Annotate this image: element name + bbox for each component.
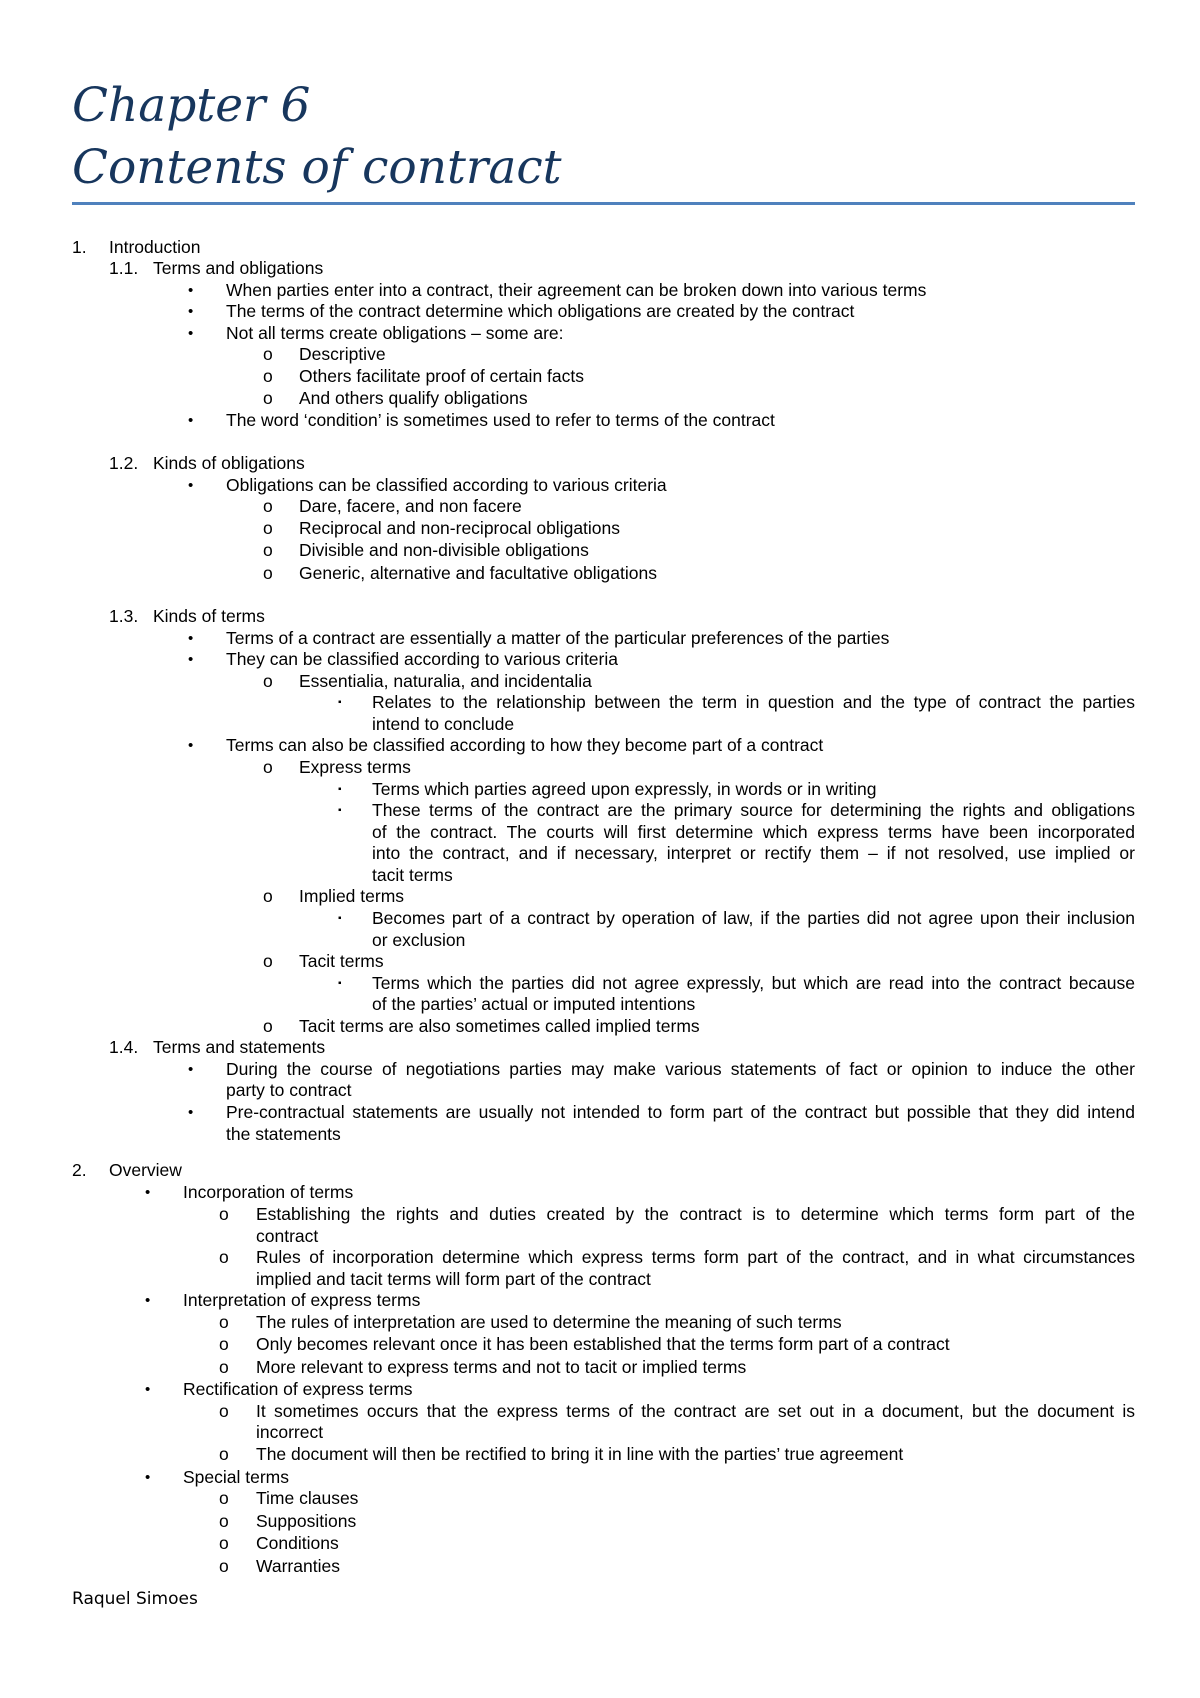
list-item: Tacit terms <box>299 951 384 971</box>
list-item-line: the statements <box>226 1124 341 1144</box>
circle-marker: o <box>219 1312 229 1332</box>
square-marker: ▪ <box>338 697 342 708</box>
list-item: Divisible and non-divisible obligations <box>299 540 589 560</box>
square-marker: ▪ <box>338 805 342 816</box>
bullet-marker: • <box>188 630 194 647</box>
circle-marker: o <box>263 496 273 516</box>
bullet-marker: • <box>188 282 194 299</box>
bullet-marker: • <box>145 1184 151 1201</box>
list-item: The document will then be rectified to bring it in line with the parties’ true agreement <box>256 1444 904 1464</box>
list-item-line: These terms of the contract are the primary source for determining the rights and obligations <box>372 800 1135 820</box>
list-item: The word ‘condition’ is sometimes used to refer to terms of the contract <box>226 410 775 430</box>
list-item: Obligations can be classified according to various criteria <box>226 475 667 495</box>
list-item: Rectification of express terms <box>183 1379 413 1399</box>
bullet-marker: • <box>188 477 194 494</box>
circle-marker: o <box>219 1556 229 1576</box>
bullet-marker: • <box>145 1381 151 1398</box>
list-item: Only becomes relevant once it has been established that the terms form part of a contract <box>256 1334 950 1354</box>
circle-marker: o <box>219 1204 229 1224</box>
circle-marker: o <box>263 518 273 538</box>
circle-marker: o <box>219 1401 229 1421</box>
bullet-marker: • <box>188 412 194 429</box>
bullet-marker: • <box>188 1104 194 1121</box>
list-item: Terms which parties agreed upon expressly, in words or in writing <box>372 779 877 799</box>
list-item: Interpretation of express terms <box>183 1290 421 1310</box>
list-item: Implied terms <box>299 886 405 906</box>
subsection-heading: Kinds of obligations <box>153 453 305 473</box>
section-number: 1. <box>72 237 87 257</box>
circle-marker: o <box>219 1357 229 1377</box>
bullet-marker: • <box>188 303 194 320</box>
chapter-subtitle: Contents of contract <box>72 140 562 195</box>
list-item: Special terms <box>183 1467 290 1487</box>
list-item: Time clauses <box>256 1488 359 1508</box>
circle-marker: o <box>219 1533 229 1553</box>
list-item-line: Pre-contractual statements are usually not intended to form part of the contract but possible that they did intend <box>226 1102 1135 1122</box>
circle-marker: o <box>263 1016 273 1036</box>
list-item: Express terms <box>299 757 411 777</box>
list-item-line: party to contract <box>226 1080 352 1100</box>
list-item: Terms can also be classified according to how they become part of a contract <box>226 735 824 755</box>
list-item: Conditions <box>256 1533 339 1553</box>
list-item-line: Rules of incorporation determine which express terms form part of the contract, and in what circumstances <box>256 1247 1135 1267</box>
bullet-marker: • <box>188 325 194 342</box>
list-item-line: contract <box>256 1226 319 1246</box>
list-item-line: Terms which the parties did not agree expressly, but which are read into the contract because <box>372 973 1135 993</box>
list-item-line: or exclusion <box>372 930 466 950</box>
list-item: Incorporation of terms <box>183 1182 354 1202</box>
list-item: When parties enter into a contract, their agreement can be broken down into various terms <box>226 280 927 300</box>
bullet-marker: • <box>145 1292 151 1309</box>
list-item: And others qualify obligations <box>299 388 528 408</box>
subsection-number: 1.2. <box>109 453 139 473</box>
list-item: Warranties <box>256 1556 340 1576</box>
circle-marker: o <box>263 563 273 583</box>
list-item: Terms of a contract are essentially a matter of the particular preferences of the parties <box>226 628 890 648</box>
list-item: The terms of the contract determine which obligations are created by the contract <box>226 301 855 321</box>
list-item: Suppositions <box>256 1511 357 1531</box>
list-item-line: Establishing the rights and duties created by the contract is to determine which terms form part of the <box>256 1204 1135 1224</box>
list-item: Essentialia, naturalia, and incidentalia <box>299 671 592 691</box>
circle-marker: o <box>263 366 273 386</box>
list-item-line: intend to conclude <box>372 714 515 734</box>
circle-marker: o <box>219 1488 229 1508</box>
list-item-line: incorrect <box>256 1422 324 1442</box>
list-item-line: into the contract, and if necessary, interpret or rectify them – if not resolved, use implied or <box>372 843 1135 863</box>
list-item-line: of the contract. The courts will first determine which express terms have been incorporated <box>372 822 1135 842</box>
bullet-marker: • <box>145 1469 151 1486</box>
section-heading: Overview <box>109 1160 182 1180</box>
circle-marker: o <box>263 951 273 971</box>
title-underline <box>72 202 1135 205</box>
circle-marker: o <box>219 1247 229 1267</box>
circle-marker: o <box>263 388 273 408</box>
square-marker: ▪ <box>338 784 342 795</box>
circle-marker: o <box>263 757 273 777</box>
circle-marker: o <box>263 886 273 906</box>
subsection-heading: Kinds of terms <box>153 606 265 626</box>
circle-marker: o <box>263 671 273 691</box>
circle-marker: o <box>263 540 273 560</box>
bullet-marker: • <box>188 1061 194 1078</box>
subsection-number: 1.4. <box>109 1037 139 1057</box>
bullet-marker: • <box>188 651 194 668</box>
subsection-number: 1.1. <box>109 258 139 278</box>
list-item-line: During the course of negotiations parties may make various statements of fact or opinion to induce the other <box>226 1059 1135 1079</box>
list-item: Dare, facere, and non facere <box>299 496 522 516</box>
list-item: Reciprocal and non-reciprocal obligations <box>299 518 621 538</box>
section-heading: Introduction <box>109 237 201 257</box>
square-marker: ▪ <box>338 978 342 989</box>
list-item-line: It sometimes occurs that the express terms of the contract are set out in a document, but the document is <box>256 1401 1135 1421</box>
list-item-line: tacit terms <box>372 865 453 885</box>
list-item: Others facilitate proof of certain facts <box>299 366 584 386</box>
list-item: The rules of interpretation are used to determine the meaning of such terms <box>256 1312 842 1332</box>
list-item-line: implied and tacit terms will form part of the contract <box>256 1269 651 1289</box>
list-item: Tacit terms are also sometimes called implied terms <box>299 1016 700 1036</box>
subsection-number: 1.3. <box>109 606 139 626</box>
section-number: 2. <box>72 1160 87 1180</box>
list-item: Generic, alternative and facultative obligations <box>299 563 657 583</box>
subsection-heading: Terms and obligations <box>153 258 324 278</box>
list-item: More relevant to express terms and not to tacit or implied terms <box>256 1357 747 1377</box>
circle-marker: o <box>219 1444 229 1464</box>
list-item: They can be classified according to various criteria <box>226 649 618 669</box>
list-item-line: Becomes part of a contract by operation of law, if the parties did not agree upon their inclusion <box>372 908 1135 928</box>
list-item: Not all terms create obligations – some are: <box>226 323 564 343</box>
square-marker: ▪ <box>338 913 342 924</box>
circle-marker: o <box>219 1334 229 1354</box>
circle-marker: o <box>219 1511 229 1531</box>
subsection-heading: Terms and statements <box>153 1037 326 1057</box>
list-item-line: Relates to the relationship between the term in question and the type of contract the parties <box>372 692 1135 712</box>
chapter-title: Chapter 6 <box>72 78 311 133</box>
circle-marker: o <box>263 344 273 364</box>
list-item: Descriptive <box>299 344 386 364</box>
bullet-marker: • <box>188 737 194 754</box>
list-item-line: of the parties’ actual or imputed intentions <box>372 994 696 1014</box>
footer-author: Raquel Simoes <box>72 1589 198 1609</box>
